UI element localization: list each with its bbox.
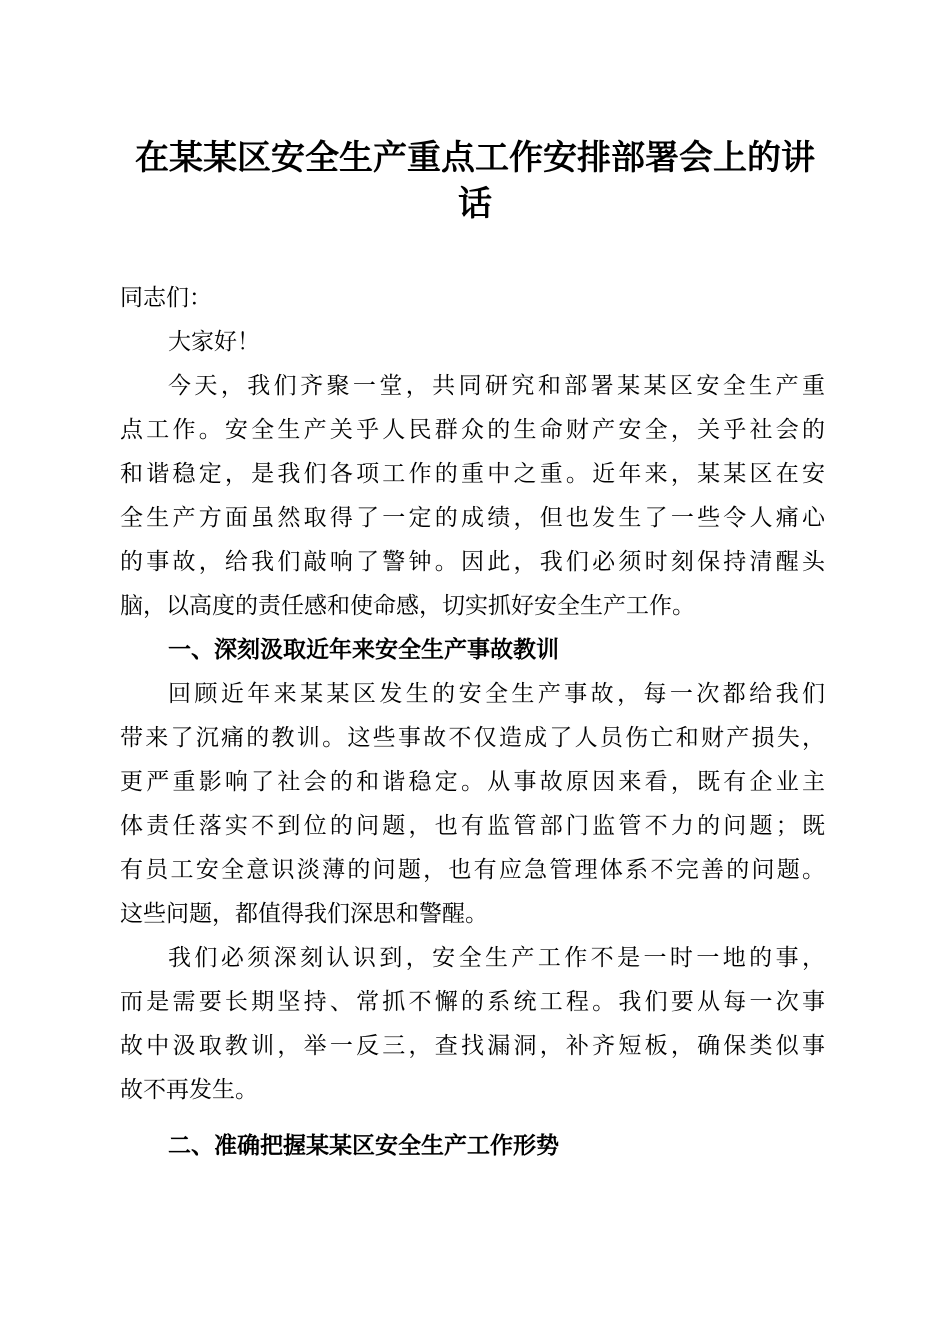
text-line: 脑，以高度的责任感和使命感，切实抓好安全生产工作。: [120, 593, 695, 619]
paragraph-intro: [120, 364, 825, 628]
text-line: 点工作。安全生产关乎人民群众的生命财产安全，关乎社会的: [120, 417, 825, 443]
text-line: 带来了沉痛的教训。这些事故不仅造成了人员伤亡和财产损失，: [120, 725, 825, 751]
title-line: 在某某区安全生产重点工作安排部署会上的讲: [135, 138, 815, 178]
paragraph-awareness: [120, 936, 825, 1112]
title-line: 话: [458, 184, 492, 224]
text-line: 故不再发生。: [120, 1077, 258, 1103]
text-line: 我们必须深刻认识到，安全生产工作不是一时一地的事，: [168, 945, 825, 971]
text-line: 全生产方面虽然取得了一定的成绩，但也发生了一些令人痛心: [120, 505, 825, 531]
text-line: 回顾近年来某某区发生的安全生产事故，每一次都给我们: [168, 681, 825, 707]
text-line: 更严重影响了社会的和谐稳定。从事故原因来看，既有企业主: [120, 769, 825, 795]
salutation: 同志们：: [120, 285, 212, 311]
greeting: 大家好！: [168, 329, 260, 355]
document-body: [120, 276, 825, 1168]
text-line: 有员工安全意识淡薄的问题，也有应急管理体系不完善的问题。: [120, 857, 825, 883]
text-line: 体责任落实不到位的问题，也有监管部门监管不力的问题；既: [120, 813, 825, 839]
text-line: 和谐稳定，是我们各项工作的重中之重。近年来，某某区在安: [120, 461, 825, 487]
paragraph-lessons: [120, 672, 825, 936]
text-line: 今天，我们齐聚一堂，共同研究和部署某某区安全生产重: [168, 373, 825, 399]
text-line: 故中汲取教训，举一反三，查找漏洞，补齐短板，确保类似事: [120, 1033, 825, 1059]
document-title: [0, 135, 950, 227]
text-line: 这些问题，都值得我们深思和警醒。: [120, 901, 488, 927]
section-heading-1: 一、深刻汲取近年来安全生产事故教训: [168, 637, 559, 663]
text-line: 而是需要长期坚持、常抓不懈的系统工程。我们要从每一次事: [120, 989, 825, 1015]
section-heading-2: 二、准确把握某某区安全生产工作形势: [168, 1133, 559, 1159]
text-line: 的事故，给我们敲响了警钟。因此，我们必须时刻保持清醒头: [120, 549, 825, 575]
